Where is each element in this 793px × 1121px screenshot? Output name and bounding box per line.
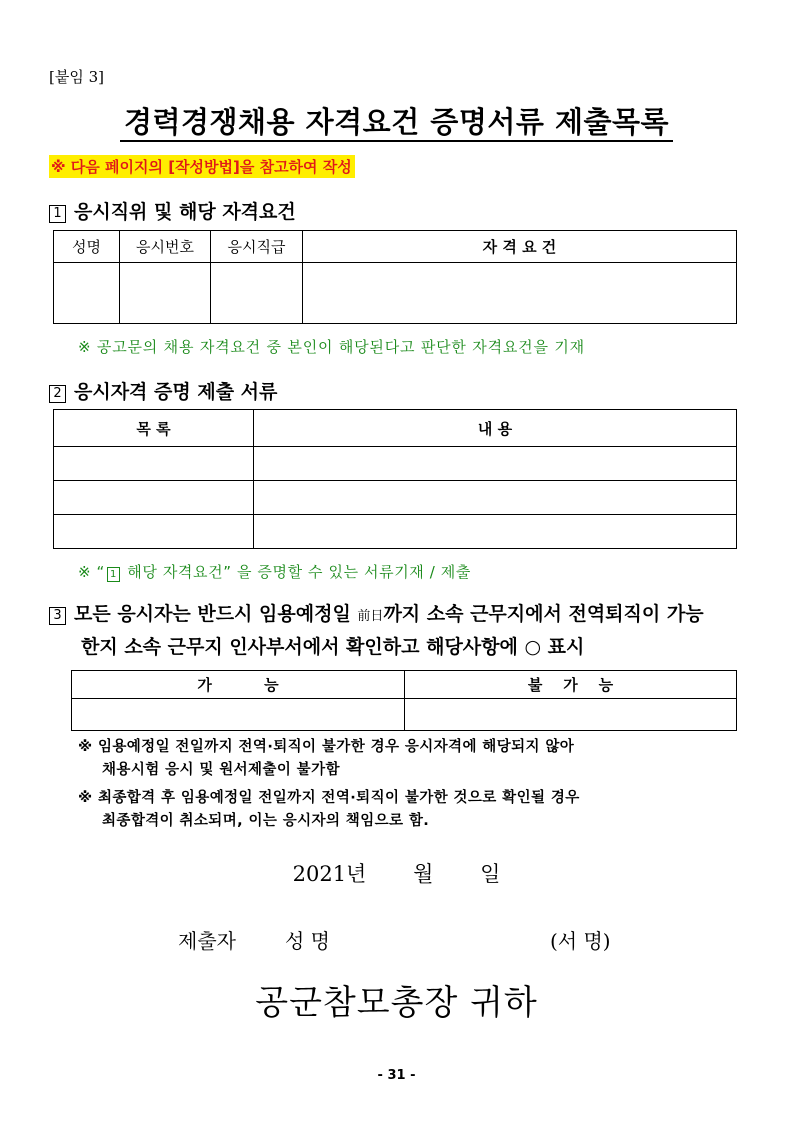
- column-header-qualification: 자 격 요 건: [303, 231, 737, 263]
- column-header-impossible: 불 가 능: [405, 671, 737, 699]
- column-header-applicant-number: 응시번호: [120, 231, 211, 263]
- applicant-number-cell[interactable]: [120, 263, 211, 324]
- section2-note: ※ “ 1 해당 자격요건” 을 증명할 수 있는 서류기재 / 제출: [78, 563, 471, 581]
- date-line: 2021년 월 일: [292, 862, 501, 886]
- page-title: 경력경쟁채용 자격요건 증명서류 제출목록: [0, 100, 793, 141]
- section3-note2-line2: 최종합격이 취소되며, 이는 응시자의 책임으로 함.: [102, 813, 430, 829]
- section2-heading: 2 응시자격 증명 제출 서류: [49, 377, 277, 404]
- section2-number-box: 2: [49, 385, 66, 403]
- availability-table: [71, 670, 737, 731]
- page-number: - 31 -: [377, 1068, 416, 1083]
- section1-note: ※ 공고문의 채용 자격요건 중 본인이 해당된다고 판단한 자격요건을 기재: [78, 338, 585, 356]
- column-header-possible: 가 능: [72, 671, 405, 699]
- section3-line2: 한지 소속 근무지 인사부서에서 확인하고 해당사항에 ○ 표시: [81, 636, 585, 658]
- name-cell[interactable]: [54, 263, 120, 324]
- addressee: 공군참모총장 귀하: [255, 983, 538, 1023]
- document-content-cell[interactable]: [254, 481, 737, 515]
- document-content-cell[interactable]: [254, 515, 737, 549]
- column-header-name: 성명: [54, 231, 120, 263]
- section1-reference-box: 1: [107, 567, 120, 582]
- section3-note2-line1: ※ 최종합격 후 임용예정일 전일까지 전역·퇴직이 불가한 것으로 확인될 경우: [78, 790, 580, 806]
- attachment-label: [붙임 3]: [49, 68, 104, 86]
- section3-number-box: 3: [49, 607, 66, 625]
- section3-note1-line2: 채용시험 응시 및 원서제출이 불가함: [102, 762, 340, 778]
- signature-label: (서 명): [550, 929, 611, 953]
- documents-table: [53, 409, 737, 549]
- grade-cell[interactable]: [211, 263, 303, 324]
- column-header-content: 내 용: [254, 410, 737, 447]
- document-list-cell[interactable]: [54, 481, 254, 515]
- document-list-cell[interactable]: [54, 515, 254, 549]
- column-header-grade: 응시직급: [211, 231, 303, 263]
- section3-note1-line1: ※ 임용예정일 전일까지 전역·퇴직이 불가한 경우 응시자격에 해당되지 않아: [78, 739, 575, 755]
- qualification-table: [53, 230, 737, 324]
- notice-highlight: ※ 다음 페이지의 [작성방법]을 참고하여 작성: [49, 155, 355, 178]
- possible-mark-cell[interactable]: [72, 699, 405, 731]
- column-header-list: 목 록: [54, 410, 254, 447]
- document-list-cell[interactable]: [54, 447, 254, 481]
- section3-line1: 3 모든 응시자는 반드시 임용예정일 前日까지 소속 근무지에서 전역퇴직이 가능: [49, 599, 704, 626]
- section1-heading: 1 응시직위 및 해당 자격요건: [49, 197, 296, 224]
- impossible-mark-cell[interactable]: [405, 699, 737, 731]
- document-content-cell[interactable]: [254, 447, 737, 481]
- qualification-cell[interactable]: [303, 263, 737, 324]
- submitter-label: 제출자: [178, 929, 236, 953]
- section1-number-box: 1: [49, 205, 66, 223]
- name-label: 성 명: [285, 929, 330, 953]
